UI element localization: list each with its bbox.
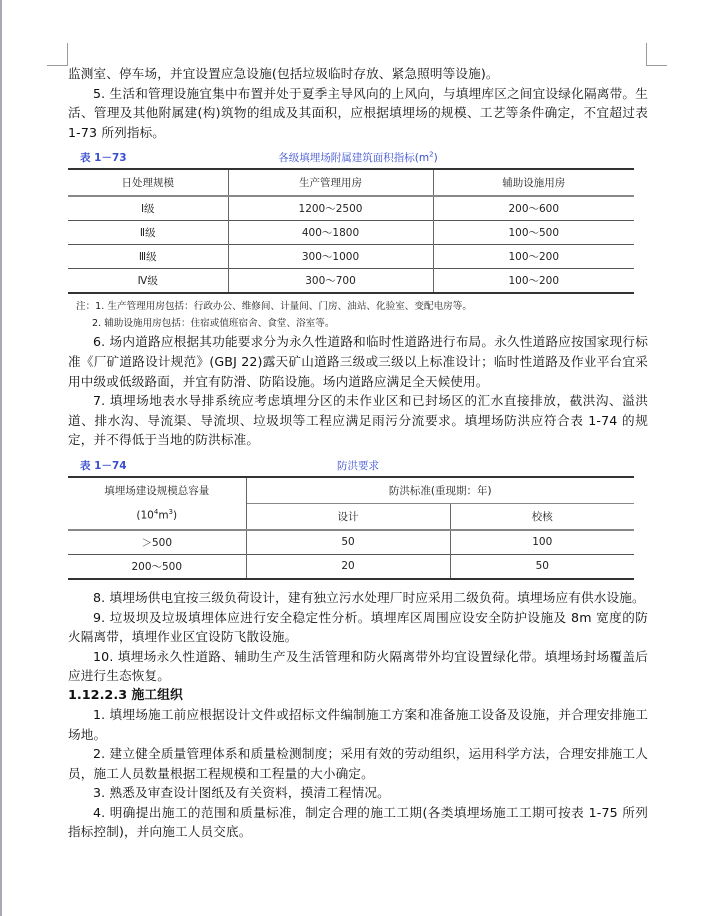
capacity-header-cell: [68, 477, 246, 530]
table-cell: 200～600: [433, 196, 634, 221]
paragraph-item-6: 6. 场内道路应根据其功能要求分为永久性道路和临时性道路进行布局。永久性道路应按国家现行标准《厂矿道路设计规范》(GBJ 22)露天矿山道路三级或三级以上标准设计；临时性道路及作业平台宜采用中级或低级路面，并宜有防滑、防陷设施。场内道路应满足全天候使用。: [68, 334, 648, 389]
table-header-cell: 辅助设施用房: [433, 169, 634, 196]
table-73-title: 各级填埋场附属建筑面积指标$(m^2)$: [278, 150, 438, 165]
table-row: [68, 554, 634, 579]
table-cell: Ⅱ级: [68, 221, 228, 245]
table-cell: ＞500: [68, 530, 246, 555]
table-cell: 300～700: [228, 269, 433, 294]
table-73: [68, 168, 634, 294]
table-73-number: 表 1－73: [80, 152, 127, 165]
paragraph-item-7: 7. 填埋场地表水导排系统应考虑填埋分区的未作业区和已封场区的汇水直接排放，截洪沟、溢洪道、排水沟、导流渠、导流坝、垃圾坝等工程应满足雨污分流要求。填埋场防洪应符合表 1-74 的规定，并不得低于当地的防洪标准。: [68, 393, 648, 448]
paragraph-item-10: 10. 填埋场永久性道路、辅助生产及生活管理和防火隔离带外均宜设置绿化带。填埋场封场覆盖后应进行生态恢复。: [68, 648, 648, 684]
section-item-4: 4. 明确提出施工的范围和质量标准，制定合理的施工工期(各类填埋场施工工期可按表 1-75 所列指标控制)，并向施工人员交底。: [68, 804, 648, 840]
table-74: [68, 476, 634, 580]
table-cell: Ⅳ级: [68, 269, 228, 294]
window-left-edge: [0, 0, 2, 916]
table-74-caption: [68, 456, 648, 476]
capacity-header-label: 填埋场建设规模总容量: [104, 484, 210, 497]
page-corner-mark-top-right: [646, 43, 667, 66]
table-cell: 20: [246, 554, 450, 579]
paragraph-item-5: 5. 生活和管理设施宜集中布置并处于夏季主导风向的上风向，与填埋库区之间宜设绿化隔离带。生活、管理及其他附属建(构)筑物的组成及其面积，应根据填埋场的规模、工艺等条件确定，不宜超过表 1-73 所列指标。: [68, 85, 648, 140]
page-corner-mark-top-left: [47, 43, 68, 66]
table-row: [68, 245, 634, 269]
table-cell: 100～200: [433, 269, 634, 294]
table-74-title: 防洪要求: [337, 459, 379, 472]
flood-standard-header: 防洪标准(重现期：年): [246, 477, 634, 504]
table-cell: 100～500: [433, 221, 634, 245]
table-header-row: [68, 169, 634, 196]
table-header-cell: 校核: [450, 503, 634, 530]
table-row: [68, 221, 634, 245]
table-cell: 400～1800: [228, 221, 433, 245]
table-73-caption: [68, 148, 648, 168]
table-cell: 50: [450, 554, 634, 579]
table-row: [68, 269, 634, 294]
table-cell: Ⅲ级: [68, 245, 228, 269]
section-heading: 1.12.2.3 施工组织: [68, 687, 183, 703]
table-cell: 300～1000: [228, 245, 433, 269]
section-item-2: 2. 建立健全质量管理体系和质量检测制度；采用有效的劳动组织，运用科学方法，合理安排施工人员，施工人员数量根据工程规模和工程量的大小确定。: [68, 746, 648, 781]
table-cell: 200～500: [68, 554, 246, 579]
table-header-row: [68, 477, 634, 504]
table-cell: 100: [450, 530, 634, 555]
paragraph-continuation: 监测室、停车场，并宜设置应急设施(包括垃圾临时存放、紧急照明等设施)。: [68, 66, 499, 81]
paragraph-item-8: 8. 填埋场供电宜按三级负荷设计，建有独立污水处理厂时应采用二级负荷。填埋场应有供水设施。: [93, 589, 645, 605]
capacity-header-unit: $(10^4m^3)$: [136, 507, 178, 522]
table-row: [68, 530, 634, 555]
paragraph-item-9: 9. 垃圾坝及垃圾填埋体应进行安全稳定性分析。填埋库区周围应设安全防护设施及 8m 宽度的防火隔离带，填埋作业区宜设防飞散设施。: [68, 609, 648, 645]
table-cell: Ⅰ级: [68, 196, 228, 221]
table-73-note-1: 注：1. 生产管理用房包括：行政办公、维修间、计量间、门房、油站、化验室、变配电房等。: [76, 301, 472, 313]
table-header-cell: 设计: [337, 510, 359, 523]
table-cell: 1200～2500: [228, 196, 433, 221]
table-row: [68, 196, 634, 221]
table-cell: 100～200: [433, 245, 634, 269]
table-cell: 50: [246, 530, 450, 555]
document-page: [68, 64, 648, 842]
table-73-note-2: 2. 辅助设施用房包括：住宿或值班宿舍、食堂、浴室等。: [92, 318, 335, 330]
table-74-number: 表 1－74: [80, 459, 127, 472]
section-item-3: 3. 熟悉及审查设计图纸及有关资料，摸清工程情况。: [93, 785, 390, 801]
table-header-cell: 日处理规模: [68, 169, 228, 196]
table-header-cell: 生产管理用房: [228, 169, 433, 196]
section-item-1: 1. 填埋场施工前应根据设计文件或招标文件编制施工方案和准备施工设备及设施，并合理安排施工场地。: [68, 706, 648, 742]
